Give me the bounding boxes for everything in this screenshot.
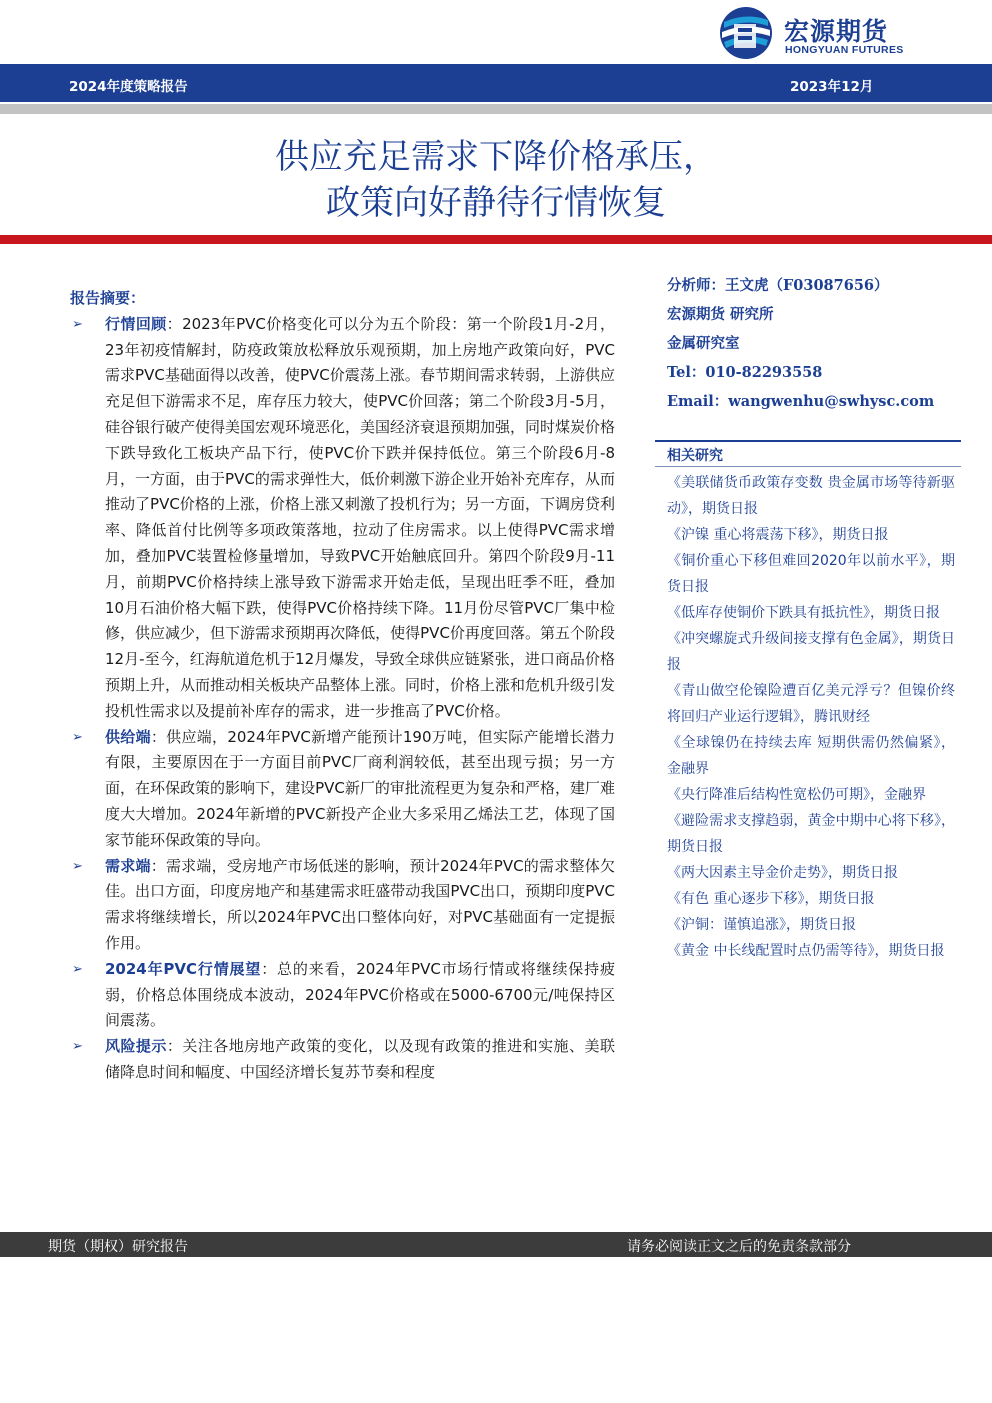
analyst-name: 分析师：王文虎（F03087656） [667, 277, 889, 294]
related-heading: 相关研究 [667, 448, 723, 464]
bullet-arrow-icon: ➢ [72, 316, 83, 332]
hongyuan-logo-icon [716, 6, 776, 60]
item-label: 需求端 [105, 856, 151, 875]
summary-item-demand [70, 854, 615, 957]
title-line-1: 供应充足需求下降价格承压， [275, 137, 717, 177]
item-sep: ： [261, 959, 278, 978]
item-label: 行情回顾 [105, 314, 167, 333]
bullet-arrow-icon: ➢ [72, 858, 83, 874]
item-text: 需求端，受房地产市场低迷的影响，预计2024年PVC的需求整体欠佳。出口方面，印度房地产和基建需求旺盛带动我国PVC出口，预期印度PVC需求将继续增长，所以2024年PVC出口整体向好，对PVC基础面有一定提振作用。 [105, 856, 615, 952]
title-divider [0, 235, 992, 244]
item-label: 供给端 [105, 727, 151, 746]
item-text: 供应端，2024年PVC新增产能预计190万吨，但实际产能增长潜力有限，主要原因在于一方面目前PVC厂商利润较低，甚至出现亏损；另一方面，在环保政策的影响下，建设PVC新厂的审批流程更为复杂和严格，建厂难度大大增加。2024年新增的PVC新投产企业大多采用乙烯法工艺，体现了国家节能环保政策的导向。 [105, 727, 615, 849]
item-sep: ： [150, 856, 166, 875]
list-item: 《冲突螺旋式升级间接支撑有色金属》，期货日报 [667, 631, 955, 673]
logo-name-en: HONGYUAN FUTURES [785, 44, 904, 56]
list-item: 《黄金 中长线配置时点仍需等待》，期货日报 [667, 943, 945, 959]
list-item: 《有色 重心逐步下移》，期货日报 [667, 891, 875, 907]
logo-name-cn: 宏源期货 [784, 17, 889, 46]
title-line-2: 政策向好静待行情恢复 [326, 183, 666, 223]
company-logo [716, 6, 936, 60]
header-divider [0, 104, 992, 114]
list-item: 《青山做空伦镍险遭百亿美元浮亏？但镍价终将回归产业运行逻辑》，腾讯财经 [667, 683, 955, 725]
report-date: 2023年12月 [790, 79, 874, 95]
item-sep: ： [166, 314, 183, 333]
footer-left: 期货（期权）研究报告 [48, 1239, 188, 1255]
header-band [0, 64, 992, 102]
analyst-company: 宏源期货 研究所 [667, 306, 774, 323]
list-item: 《沪铜：谨慎追涨》，期货日报 [667, 917, 856, 933]
item-label: 风险提示 [105, 1037, 167, 1056]
summary-heading: 报告摘要： [70, 289, 146, 307]
summary-item-supply [70, 725, 615, 854]
summary-item-risk [70, 1034, 615, 1086]
list-item: 《低库存使铜价下跌具有抵抗性》，期货日报 [667, 605, 940, 621]
report-summary [70, 286, 615, 1086]
report-title [0, 134, 992, 226]
item-text: 总的来看，2024年PVC市场行情或将继续保持疲弱，价格总体围绕成本波动，2024年PVC价格或在5000-6700元/吨保持区间震荡。 [105, 959, 615, 1030]
list-item: 《铜价重心下移但难回2020年以前水平》，期货日报 [667, 553, 955, 595]
related-bottom-rule [655, 466, 961, 467]
page-footer [0, 1232, 992, 1257]
item-text: 关注各地房地产政策的变化，以及现有政策的推进和实施、美联储降息时间和幅度、中国经济增长复苏节奏和程度 [105, 1037, 615, 1081]
related-top-rule [655, 440, 961, 442]
bullet-arrow-icon: ➢ [72, 1039, 83, 1055]
item-sep: ： [166, 1037, 183, 1056]
analyst-info [667, 276, 962, 421]
item-text: 2023年PVC价格变化可以分为五个阶段：第一个阶段1月-2月，23年初疫情解封，防疫政策放松释放乐观预期，加上房地产政策向好，PVC需求PVC基础面得以改善，使PVC价震荡上涨。春节期间需求转弱，上游供应充足但下游需求不足，库存压力较大，使PVC价回落；第二个阶段3月-5月，硅谷银行破产使得美国宏观环境恶化，美国经济衰退预期加强，同时煤炭价格下跌导致化工板块产品下行，使PVC价下跌并保持低位。第三个阶段6月-8月，一方面，由于PVC的需求弹性大，低价刺激下游企业开始补充库存，从而推动了PVC价格的上涨，价格上涨又刺激了投机行为；另一方面，下调房贷利率、降低首付比例等多项政策落地，拉动了住房需求。以上使得PVC需求增加，叠加PVC装置检修量增加，导致PVC开始触底回升。第四个阶段9月-11月，前期PVC价格持续上涨导致下游需求开始走低，呈现出旺季不旺，叠加10月石油价格大幅下跌，使得PVC价格持续下降。11月份尽管PVC厂集中检修，供应减少，但下游需求预期再次降低，使得PVC价再度回落。第五个阶段12月-至今，红海航道危机于12月爆发，导致全球供应链紧张，进口商品价格预期上升，从而推动相关板块产品整体上涨。同时，价格上涨和危机升级引发投机性需求以及提前补库存的需求，进一步推高了PVC价格。 [105, 314, 616, 720]
bullet-arrow-icon: ➢ [72, 961, 83, 977]
analyst-tel: Tel：010-82293558 [667, 364, 823, 381]
list-item: 《全球镍仍在持续去库 短期供需仍然偏紧》，金融界 [667, 735, 955, 777]
item-label: 2024年PVC行情展望 [105, 959, 262, 978]
list-item: 《避险需求支撑趋弱，黄金中期中心将下移》，期货日报 [667, 813, 955, 855]
list-item: 《两大因素主导金价走势》，期货日报 [667, 865, 898, 881]
related-research-list [667, 470, 955, 964]
list-item: 《央行降准后结构性宽松仍可期》，金融界 [667, 787, 926, 803]
analyst-dept: 金属研究室 [667, 335, 740, 352]
list-item: 《沪镍 重心将震荡下移》，期货日报 [667, 527, 889, 543]
summary-item-market-review [70, 312, 615, 725]
summary-item-outlook [70, 957, 615, 1034]
list-item: 《美联储货币政策存变数 贵金属市场等待新驱动》，期货日报 [667, 475, 955, 517]
analyst-email[interactable]: Email：wangwenhu@swhysc.com [667, 393, 935, 410]
bullet-arrow-icon: ➢ [72, 729, 83, 745]
footer-disclaimer: 请务必阅读正文之后的免责条款部分 [627, 1239, 851, 1255]
item-sep: ： [150, 727, 167, 746]
report-type: 2024年度策略报告 [69, 79, 188, 95]
